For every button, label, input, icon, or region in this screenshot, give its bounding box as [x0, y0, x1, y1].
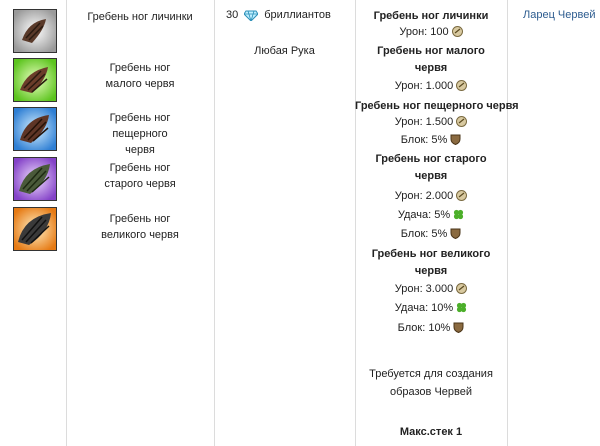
stats-column — [355, 0, 519, 446]
name-column — [66, 0, 215, 446]
tier-title: Гребень ног малого червя — [377, 45, 485, 74]
damage-icon — [456, 283, 467, 294]
tier-title: Гребень ног великого червя — [371, 248, 491, 277]
shield-icon — [450, 228, 461, 239]
worm-chest-link[interactable]: Ларец Червей — [523, 9, 596, 21]
larva-comb-icon — [13, 9, 57, 53]
old-worm-comb-icon — [13, 157, 57, 201]
price — [226, 9, 331, 21]
damage-stat: Урон: 2.000 — [355, 188, 507, 204]
price-column — [214, 0, 356, 446]
diamond-icon — [244, 10, 258, 21]
shield-icon — [453, 322, 464, 333]
damage-icon — [456, 190, 467, 201]
requirement-note: Требуется для создания образов Червей — [369, 368, 493, 398]
item-name: Гребень ног великого червя — [101, 213, 179, 241]
source-column — [507, 0, 600, 446]
block-stat: Блок: 5% — [355, 132, 507, 148]
clover-icon — [456, 302, 467, 313]
cave-worm-comb-icon — [13, 107, 57, 151]
equip-slot: Любая Рука — [254, 45, 315, 57]
damage-icon — [452, 26, 463, 37]
tier-title: Гребень ног личинки — [373, 10, 489, 22]
damage-stat: Урон: 1.500 — [355, 114, 507, 130]
item-name: Гребень ног личинки — [87, 11, 193, 23]
small-worm-comb-icon — [13, 58, 57, 102]
tier-title: Гребень ног пещерного червя — [355, 100, 519, 112]
tier-title: Гребень ног старого червя — [375, 153, 487, 182]
damage-icon — [456, 80, 467, 91]
block-stat: Блок: 5% — [355, 226, 507, 242]
damage-stat: Урон: 1.000 — [355, 78, 507, 94]
price-amount: 30 — [226, 9, 239, 21]
luck-stat: Удача: 10% — [355, 300, 507, 316]
damage-stat: Урон: 3.000 — [355, 281, 507, 297]
icon-column — [0, 0, 67, 446]
price-currency: бриллиантов — [264, 9, 331, 21]
item-name: Гребень ног старого червя — [104, 162, 176, 190]
block-stat: Блок: 10% — [355, 320, 507, 336]
clover-icon — [453, 209, 464, 220]
item-name: Гребень ног малого червя — [105, 62, 175, 90]
shield-icon — [450, 134, 461, 145]
great-worm-comb-icon — [13, 207, 57, 251]
luck-stat: Удача: 5% — [355, 207, 507, 223]
damage-icon — [456, 116, 467, 127]
item-name: Гребень ног пещерного червя — [109, 112, 171, 156]
damage-stat: Урон: 100 — [355, 24, 507, 40]
max-stack: Макс.стек 1 — [399, 426, 463, 438]
